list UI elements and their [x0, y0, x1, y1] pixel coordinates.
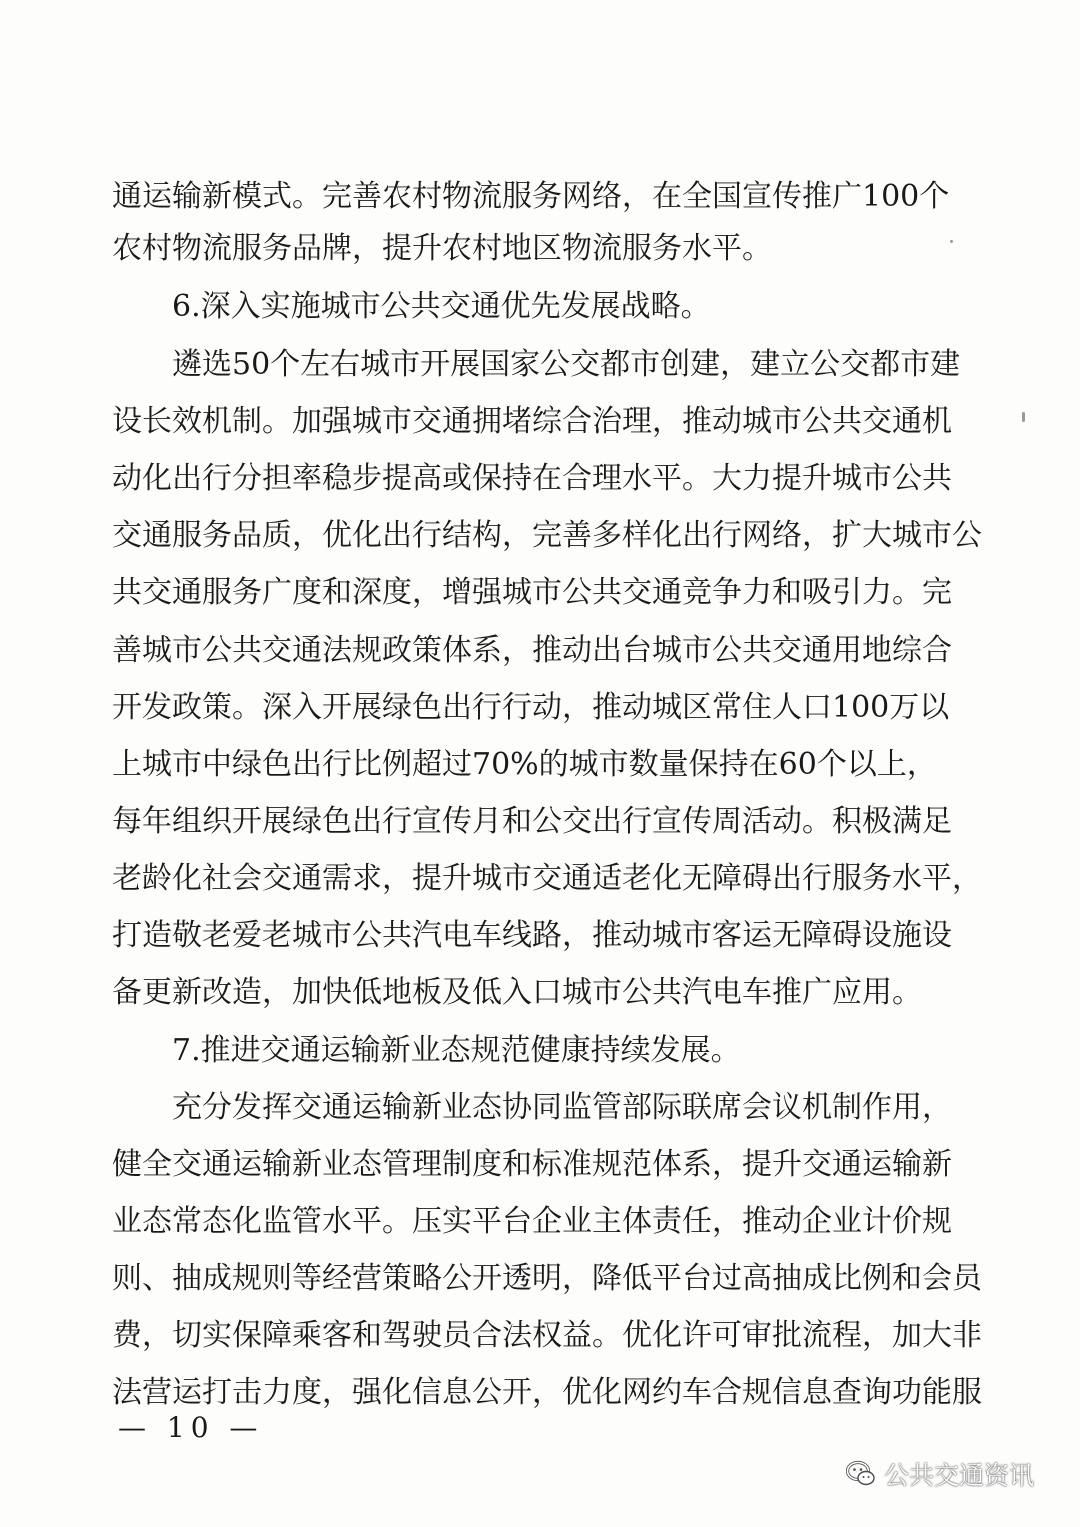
body-line-21: 费，切实保障乘客和驾驶员合法权益。优化许可审批流程，加大非	[112, 1318, 982, 1353]
body-line-2: 农村物流服务品牌，提升农村地区物流服务水平。	[112, 231, 772, 266]
body-line-13: 老龄化社会交通需求，提升城市交通适老化无障碍出行服务水平，	[112, 861, 982, 896]
page-number: — 10 —	[118, 1411, 264, 1444]
body-line-4: 遴选50个左右城市开展国家公交都市创建，建立公交都市建	[172, 347, 961, 382]
body-line-17: 充分发挥交通运输新业态协同监管部际联席会议机制作用，	[172, 1090, 952, 1125]
body-line-12: 每年组织开展绿色出行宣传月和公交出行宣传周活动。积极满足	[112, 804, 952, 839]
body-line-14: 打造敬老爱老城市公共汽电车线路，推动城市客运无障碍设施设	[112, 918, 952, 953]
scan-speck	[950, 240, 953, 243]
section-heading-7: 7.推进交通运输新业态规范健康持续发展。	[172, 1033, 741, 1068]
body-line-20: 则、抽成规则等经营策略公开透明，降低平台过高抽成比例和会员	[112, 1261, 982, 1296]
wechat-icon	[846, 1460, 876, 1488]
scan-speck	[1022, 412, 1025, 422]
body-line-22: 法营运打击力度，强化信息公开，优化网约车合规信息查询功能服	[112, 1375, 982, 1410]
body-line-8: 共交通服务广度和深度，增强城市公共交通竞争力和吸引力。完	[112, 575, 952, 610]
body-line-11: 上城市中绿色出行比例超过70%的城市数量保持在60个以上，	[112, 747, 937, 782]
body-line-15: 备更新改造，加快低地板及低入口城市公共汽电车推广应用。	[112, 975, 922, 1010]
body-line-1: 通运输新模式。完善农村物流服务网络，在全国宣传推广100个	[112, 179, 950, 214]
body-line-18: 健全交通运输新业态管理制度和标准规范体系，提升交通运输新	[112, 1147, 952, 1182]
body-line-10: 开发政策。深入开展绿色出行行动，推动城区常住人口100万以	[112, 690, 950, 725]
body-line-19: 业态常态化监管水平。压实平台企业主体责任，推动企业计价规	[112, 1204, 952, 1239]
body-line-7: 交通服务品质，优化出行结构，完善多样化出行网络，扩大城市公	[112, 518, 982, 553]
body-line-9: 善城市公共交通法规政策体系，推动出台城市公共交通用地综合	[112, 633, 952, 668]
body-line-6: 动化出行分担率稳步提高或保持在合理水平。大力提升城市公共	[112, 461, 952, 496]
body-line-5: 设长效机制。加强城市交通拥堵综合治理，推动城市公共交通机	[112, 404, 952, 439]
wechat-watermark	[846, 1456, 1034, 1492]
watermark-text: 公共交通资讯	[884, 1461, 1035, 1490]
section-heading-6: 6.深入实施城市公共交通优先发展战略。	[172, 289, 711, 324]
